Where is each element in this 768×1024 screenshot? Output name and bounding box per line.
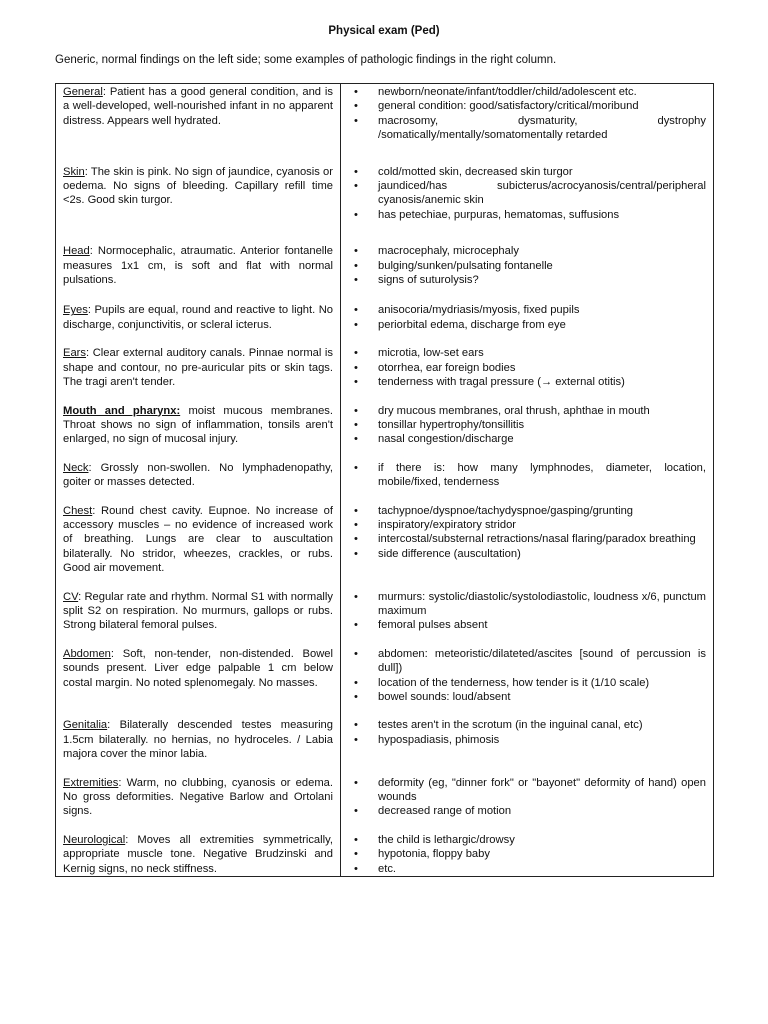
section-label: General [63, 86, 103, 98]
pathologic-findings-list [352, 461, 706, 490]
exam-row [56, 833, 714, 877]
finding-item: • hypospadiasis, phimosis [352, 733, 706, 747]
exam-row [56, 84, 714, 165]
finding-item: • tachypnoe/dyspnoe/tachydyspnoe/gasping/grunting [352, 504, 706, 518]
finding-item: • side difference (auscultation) [352, 547, 706, 561]
finding-item: • the child is lethargic/drowsy [352, 833, 706, 847]
normal-findings-text: Pupils are equal, round and reactive to light. No discharge, conjunctivitis, or scleral icterus. [63, 304, 334, 331]
section-label: Eyes [63, 304, 88, 317]
pathologic-findings-list [352, 590, 706, 633]
normal-findings-text: Round chest cavity. Eupnoe. No increase of accessory muscles – no evidence of increased work of breathing. Lungs are clear to auscultation bilaterally. No stridor, wheezes, crackles, or rubs. Good air movement. [63, 504, 333, 575]
pathologic-findings-list [352, 647, 706, 705]
label-separator: : [84, 165, 91, 178]
label-separator: : [86, 347, 93, 360]
normal-findings-cell [56, 84, 341, 165]
section-label: Neurological [63, 833, 126, 846]
normal-findings-text: Warm, no clubbing, cyanosis or edema. No gross deformities. Negative Barlow and Ortolani signs. [63, 776, 333, 818]
section-label: Genitalia [63, 719, 108, 732]
normal-findings-text: Normocephalic, atraumatic. Anterior fontanelle measures 1x1 cm, is soft and flat with normal pulsations. [63, 245, 333, 287]
pathologic-findings-list [352, 244, 706, 287]
intro-text: Generic, normal findings on the left side; some examples of pathologic findings in the right column. [55, 54, 557, 66]
finding-item: • macrocephaly, microcephaly [352, 244, 706, 258]
section-label: CV [63, 590, 79, 603]
pathologic-findings-cell [341, 244, 714, 303]
finding-item: • periorbital edema, discharge from eye [352, 318, 706, 332]
finding-item: • femoral pulses absent [352, 618, 706, 632]
finding-item: • jaundiced/has subicterus/acrocyanosis/central/peripheral cyanosis/anemic skin [352, 179, 706, 208]
finding-item: • etc. [352, 862, 706, 876]
finding-item: • signs of suturolysis? [352, 273, 706, 287]
finding-item: • has petechiae, purpuras, hematomas, suffusions [352, 208, 706, 222]
pathologic-findings-cell [341, 461, 714, 504]
pathologic-findings-list [352, 718, 706, 747]
normal-findings-text: Clear external auditory canals. Pinnae normal is shape and contour, no pre-auricular pits or skin tags. The tragi aren't tender. [63, 347, 334, 389]
finding-item: • macrosomy, dysmaturity, dystrophy /somatically/mentally/somatomentally retarded [352, 114, 706, 143]
section-label: Head [63, 245, 90, 258]
normal-findings-cell [56, 303, 341, 346]
finding-item: • hypotonia, floppy baby [352, 847, 706, 861]
normal-findings-text: Patient has a good general condition, and is a well-developed, well-nourished infant in no apparent distress. Appears well hydrated. [63, 86, 333, 127]
finding-item: • abdomen: meteoristic/dilateted/ascites [sound of percussion is dull]) [352, 647, 706, 676]
normal-findings-text: The skin is pink. No sign of jaundice, cyanosis or oedema. No signs of bleeding. Capillary refill time <2s. Good skin turgor. [63, 165, 333, 207]
exam-row [56, 244, 714, 303]
label-separator: : [125, 833, 138, 846]
pathologic-findings-cell [341, 590, 714, 647]
finding-item: • if there is: how many lymphnodes, diameter, location, mobile/fixed, tenderness [352, 461, 706, 490]
pathologic-findings-cell [341, 718, 714, 775]
exam-table [55, 83, 714, 877]
page-title: Physical exam (Ped) [328, 25, 440, 37]
pathologic-findings-list [352, 346, 706, 389]
exam-row [56, 461, 714, 504]
pathologic-findings-cell [341, 165, 714, 245]
pathologic-findings-cell [341, 303, 714, 346]
label-separator: : [78, 590, 85, 603]
finding-item: • location of the tenderness, how tender is it (1/10 scale) [352, 676, 706, 690]
finding-item: • testes aren't in the scrotum (in the inguinal canal, etc) [352, 718, 706, 732]
normal-findings-cell [56, 718, 341, 775]
exam-row [56, 776, 714, 833]
pathologic-findings-list [352, 404, 706, 447]
label-separator: : [87, 304, 95, 317]
finding-item: • cold/motted skin, decreased skin turgor [352, 165, 706, 179]
exam-row [56, 718, 714, 775]
exam-row [56, 504, 714, 590]
finding-item: • tenderness with tragal pressure (→ external otitis) [352, 375, 706, 389]
pathologic-findings-list [352, 165, 706, 223]
normal-findings-cell [56, 590, 341, 647]
finding-item: • dry mucous membranes, oral thrush, aphthae in mouth [352, 404, 706, 418]
normal-findings-text: moist mucous membranes. Throat shows no sign of inflammation, tonsils aren't enlarged, no sign of mucosal injury. [63, 404, 334, 446]
finding-item: • decreased range of motion [352, 804, 706, 818]
pathologic-findings-cell [341, 833, 714, 877]
exam-row [56, 590, 714, 647]
pathologic-findings-cell [341, 776, 714, 833]
pathologic-findings-cell [341, 404, 714, 461]
section-label: Ears [63, 347, 87, 360]
section-label: Mouth and pharynx: [63, 404, 181, 417]
finding-item: • newborn/neonate/infant/toddler/child/adolescent etc. [352, 85, 706, 99]
finding-item: • tonsillar hypertrophy/tonsillitis [352, 418, 706, 432]
section-label: Extremities [63, 776, 119, 789]
finding-item: • nasal congestion/discharge [352, 432, 706, 446]
normal-findings-cell [56, 165, 341, 245]
normal-findings-cell [56, 776, 341, 833]
exam-row [56, 165, 714, 245]
section-label: Skin [63, 165, 85, 178]
normal-findings-text: Bilaterally descended testes measuring 1.5cm bilaterally. no hernias, no hydroceles. / Labia majora cover the minor labia. [63, 719, 333, 761]
label-separator: : [118, 776, 127, 789]
normal-findings-text: Soft, non-tender, non-distended. Bowel sounds present. Liver edge palpable 1 cm below costal margin. No noted splenomegaly. No masses. [63, 647, 333, 689]
section-label: Chest [63, 504, 93, 517]
section-label: Abdomen [63, 647, 111, 660]
finding-item: • bulging/sunken/pulsating fontanelle [352, 259, 706, 273]
normal-findings-cell [56, 346, 341, 403]
normal-findings-cell [56, 833, 341, 877]
normal-findings-cell [56, 244, 341, 303]
normal-findings-text: Moves all extremities symmetrically, appropriate muscle tone. Negative Brudzinski and Kernig signs, no neck stiffness. [63, 833, 333, 875]
finding-item: • inspiratory/expiratory stridor [352, 518, 706, 532]
label-separator: : [110, 647, 123, 660]
pathologic-findings-list [352, 833, 706, 876]
finding-item: • murmurs: systolic/diastolic/systolodiastolic, loudness x/6, punctum maximum [352, 590, 706, 619]
finding-item: • microtia, low-set ears [352, 346, 706, 360]
pathologic-findings-list [352, 504, 706, 562]
label-separator: : [102, 86, 110, 98]
section-label: Neck [63, 461, 89, 474]
normal-findings-text: Grossly non-swollen. No lymphadenopathy, goiter or masses detected. [63, 461, 334, 489]
finding-item: • bowel sounds: loud/absent [352, 690, 706, 704]
pathologic-findings-list [352, 776, 706, 819]
exam-row [56, 404, 714, 461]
exam-row [56, 647, 714, 719]
label-separator: : [92, 504, 101, 517]
finding-item: • anisocoria/mydriasis/myosis, fixed pupils [352, 303, 706, 317]
label-separator: : [89, 245, 98, 258]
label-separator: : [88, 461, 101, 474]
normal-findings-cell [56, 461, 341, 504]
normal-findings-cell [56, 404, 341, 461]
label-separator: : [107, 719, 120, 732]
pathologic-findings-cell [341, 647, 714, 719]
finding-item: • deformity (eg, "dinner fork" or "bayonet" deformity of hand) open wounds [352, 776, 706, 805]
finding-item: • otorrhea, ear foreign bodies [352, 361, 706, 375]
normal-findings-text: Regular rate and rhythm. Normal S1 with normally split S2 on respiration. No murmurs, gallops or rubs. Strong bilateral femoral pulses. [63, 590, 334, 632]
finding-item: • intercostal/substernal retractions/nasal flaring/paradox breathing [352, 532, 706, 546]
pathologic-findings-cell [341, 346, 714, 403]
pathologic-findings-cell [341, 84, 714, 165]
finding-item: • general condition: good/satisfactory/critical/moribund [352, 99, 706, 113]
normal-findings-cell [56, 647, 341, 719]
exam-row [56, 303, 714, 346]
pathologic-findings-list [352, 85, 706, 143]
exam-table-body [56, 84, 714, 877]
pathologic-findings-cell [341, 504, 714, 590]
exam-row [56, 346, 714, 403]
normal-findings-cell [56, 504, 341, 590]
pathologic-findings-list [352, 303, 706, 332]
